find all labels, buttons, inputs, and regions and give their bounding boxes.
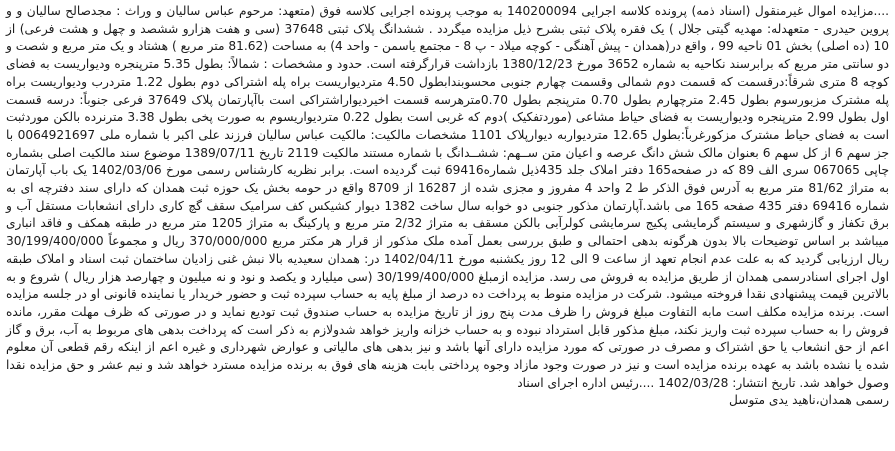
- notice-body-text: ....مزایده اموال غیرمنقول (اسناد ذمه) پرونده کلاسه اجرایی 140200094 به موجب پرونده اجرایی کلاسه فوق (متعهد: مرحوم عباس سالیان و وراث : مجدصالح سالیان و و پروین حیدری - متعهدله: مهدیه گیتی جلال ) یک فقره پلاک ثبتی بشرح ذیل مزایده میگردد . ششدانگ پلاک ثبتی 37648 (سی و هفت هزارو ششصد و چهل و هشت فرعی) از 10 (ده اصلی) بخش 01 ناحیه 99 ، واقع در(همدان - پیش آهنگی - کوچه میلاد - پ 8 - مجتمع یاسمن - واحد 4) به مساحت (81.62 متر مربع ) هشتاد و یک متر مربع و شصت و دو سانتی متر مربع که برابرسند نکاحیه به شماره 3652 مورخ 1380/12/23 بازداشت قرارگرفته است. حدود و مشخصات : شمالاً: بطول 5.35 مترپنجره ودیواریست به فضای کوچه 8 متری شرقاً:درقسمت که قسمت دوم شمالی وقسمت چهارم جنوبی محسوبندابطول 4.50 متردیواریست براه پله اشتراکی دوم بطول 1.22 متردرب ودیواریست براه پله مشترک مزبورسوم بطول 2.45 مترچهارم بطول 0.70 مترپنجم بطول 0.70مترهرسه قسمت اخیردیواراشتراکی است باآپارتمان پلاک 37649 فرعی جنوباً: درسه قسمت اول بطول 2.99 مترپنجره ودیواریست به فضای حیاط مشاعی (موردتفکیک )دوم که غربی است بطول 0.22 متردیواریسوم به صورت پخی بطول 3.38 مترنرده بالکن موردثبت است به فضای حیاط مشترک مزکورغرباً:بطول 12.65 متردیواربه دیوارپلاک 1101 مشخصات مالکیت: مالکیت عباس سالیان فرزند علی اکبر با شماره ملی 0064921697 با جز سهم 6 از کل سهم 6 بعنوان مالک شش دانگ عرصه و اعیان متن ســهم: ششــدانگ با شماره مستند مالکیت 2119 تاریخ 1389/07/11 موضوع سند مالکیت اصلی بشماره چاپی 067065 سری الف 89 که در صفحه165 دفتر املاک جلد 435ذیل شماره69416 ثبت گردیده است. برابر نظریه کارشناس رسمی مورخ 1402/03/06 یک باب آپارتمان به متراژ 81/62 متر مربع به آدرس فوق الذکر ط 2 واحد 4 مفروز و مجزی شده از 16287 از 8709 واقع در حومه بخش یک حوزه ثبت همدان که دارای سند دفترچه ای به شماره 69416 دفتر 435 صفحه 165 می باشد.آپارتمان مذکور جنوبی دو خوابه سال ساخت 1382 دیوار کشیکس کف سرامیک سقف گچ کاری دارای انشعابات مستقل آب و برق تکفاز و گازشهری و سیستم گرمایشی پکیج سرمایشی کولرآبی بالکن مسقف به متراژ 2/32 متر مربع و پارکینگ به متراژ 1205 متر مربع در طبقه همکف و فاقد انباری میباشد بر اساس توضیحات بالا بدون هرگونه بدهی احتمالی و طبق بررسی بعمل آمده ملک مذکور از قرار هر مکتر مربع 370/000/000 ریال و مجموعاً 30/199/400/000 ریال ارزیابی گردید که به علت عدم انجام تعهد از ساعت 9 الی 12 روز یکشنبه مورخ 1402/04/11 در: همدان سعیدیه بالا نبش غنی زادیان ساختمان ثبت اسناد و املاک طبقه اول اجرای اسنادرسمی همدان از طریق مزایده به فروش می رسد. مزایده ازمبلغ 30/199/400/000 (سی میلیارد و یکصد و نود و نه میلیون و چهارصد هزار ریال ) شروع و به بالاترین قیمت پیشنهادی نقدا فروخته میشود. شرکت در مزایده منوط به پرداخت ده درصد از مبلغ پایه به حساب سپرده ثبت و حضور خریدار یا نماینده قانونی او در جلسه مزایده است. برنده مزایده مکلف است مابه التفاوت مبلغ فروش را ظرف مدت پنج روز از تاریخ مزایده به حساب صندوق ثبت تودیع نماید و در صورتی که ظرف مهلت مقرر، مانده فروش را به حساب سپرده ثبت واریز نکند، مبلغ مذکور قابل استرداد نبوده و به حساب خزانه واریز خواهد شدولازم به ذکر است که پرداخت بدهی های مربوط به آب، برق و گاز اعم از حق انشعاب یا حق اشتراک و مصرف در صورتی که مورد مزایده دارای آنها باشد و نیز بدهی های مالیاتی و عوارض شهرداری و غیره اعم از اینکه رقم قطعی آن معلوم شده یا نشده باشد به عهده برنده مزایده است و نیز در صورت وجود مازاد وجوه پرداختی بابت هزینه های فوق به برنده مزایده مسترد خواهد شد و نیم عشر و حق مزایده نقدا وصول خواهد شد. تاریخ انتشار: 1402/03/28 ....رئیس اداره اجرای اسناد: [6, 4, 890, 390]
- auction-notice: [4, 2, 891, 449]
- notice-signature: رسمی همدان،ناهید یدی متوسل: [729, 393, 889, 408]
